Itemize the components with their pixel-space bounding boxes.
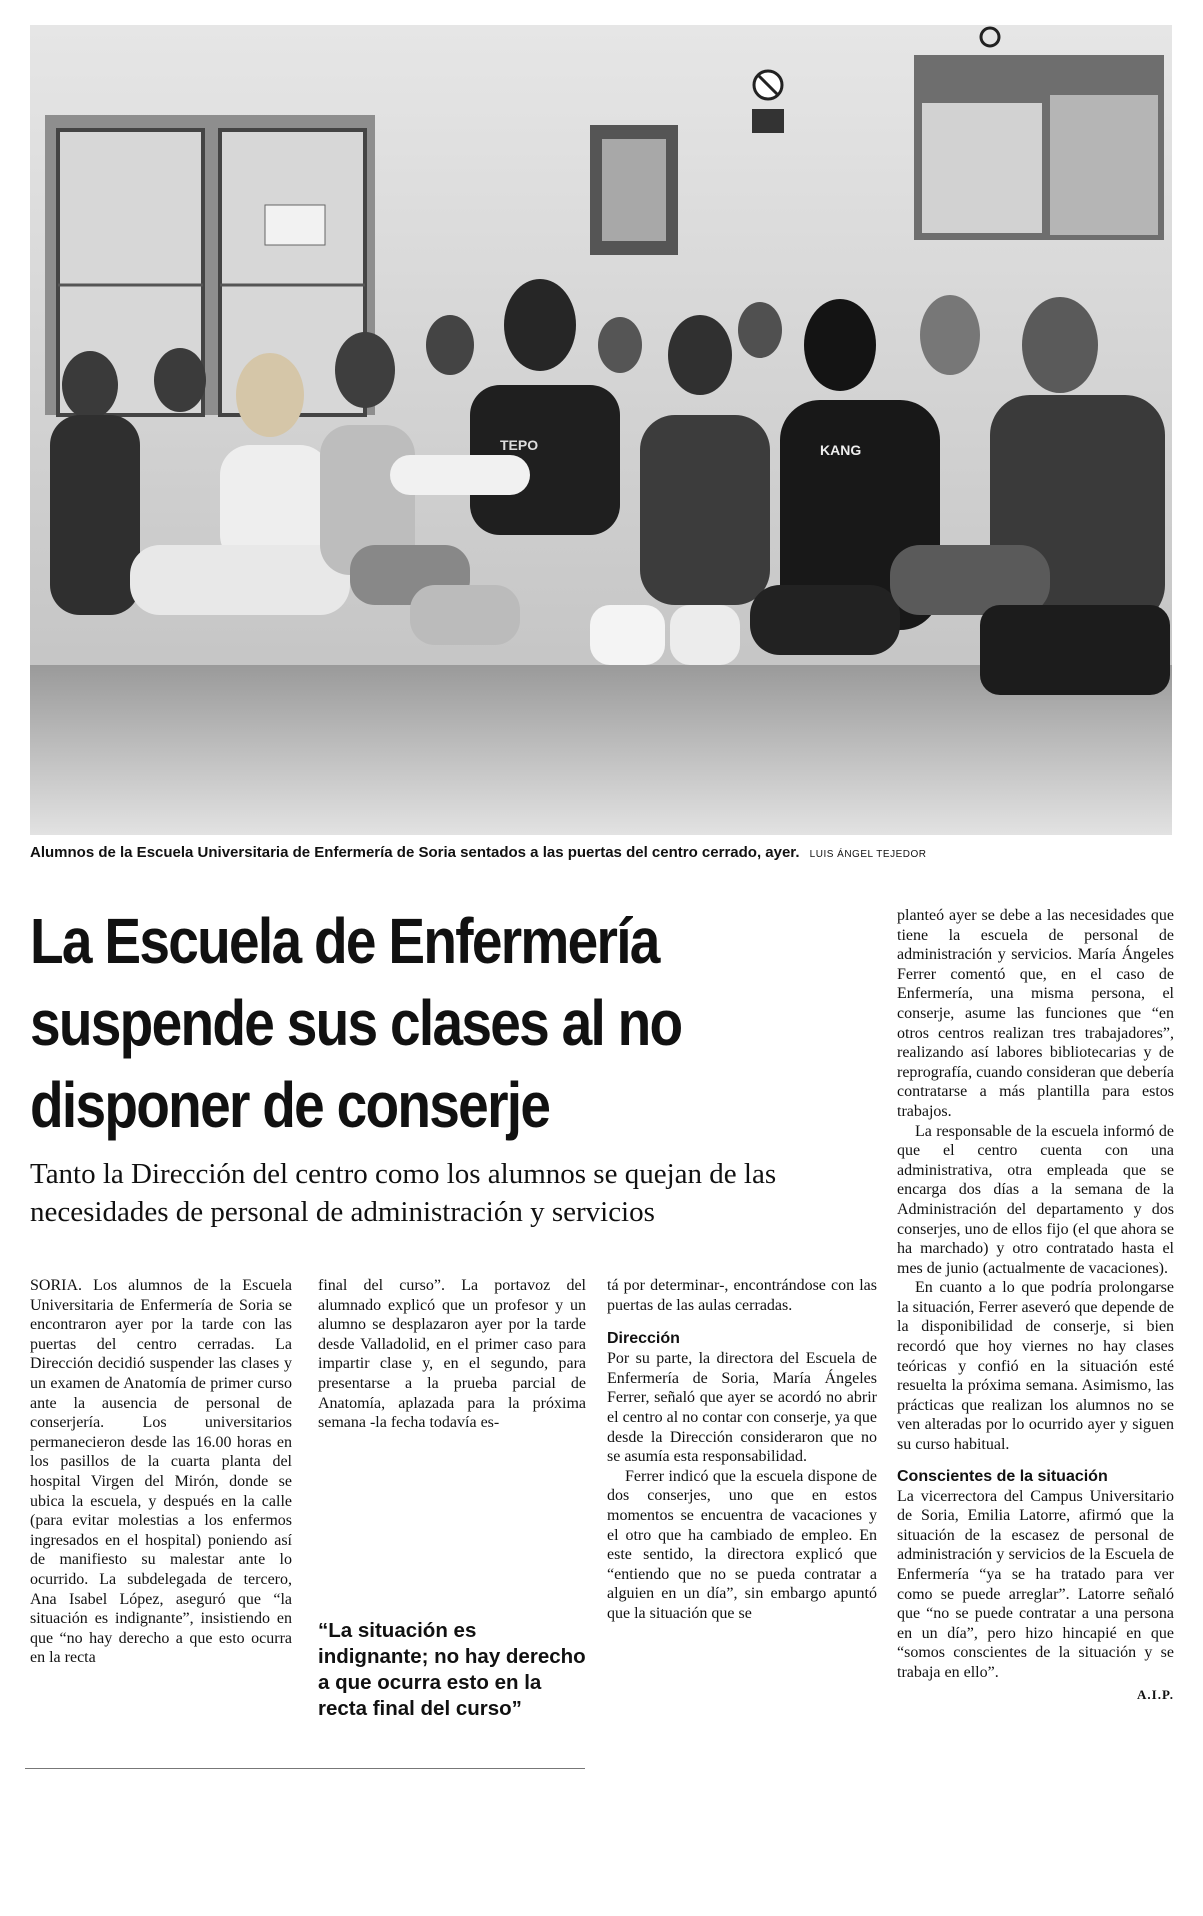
- photo-caption: [30, 844, 1172, 861]
- headline: La Escuela de Enfermería suspende sus clases al no disponer de conserje: [30, 905, 682, 1141]
- news-photo: [30, 25, 1172, 835]
- body-column-2: [318, 1276, 586, 1433]
- body-paragraph: La responsable de la escuela informó de que el centro cuenta con una administrativa, otra empleada que se encarga dos días a la semana de la Administración del departamento y dos conserjes, uno de ellos fijo (el que ahora se ha marchado) y otro contratado hasta el mes de junio (actualmente de vacaciones).: [897, 1122, 1174, 1277]
- photo-credit: LUIS ÁNGEL TEJEDOR: [809, 849, 927, 860]
- body-column-4: [897, 906, 1174, 1704]
- body-paragraph: La vicerrectora del Campus Universitario de Soria, Emilia Latorre, afirmó que la situación de la escasez de personal de administración y servicios de la Escuela de Enfermería “ya se ha tratado para ver como se puede arreglar”. Latorre señaló que “no se puede contratar a una persona en un día”, pero hizo hincapié en que “somos conscientes de la situación y se trabaja en ello”.: [897, 1487, 1174, 1681]
- students-sitting-photo: [30, 25, 1172, 835]
- body-paragraph: tá por determinar-, encontrándose con las puertas de las aulas cerradas.: [607, 1277, 877, 1314]
- body-paragraph: En cuanto a lo que podría prolongarse la situación, Ferrer aseveró que depende de la disponibilidad de conserje, si bien recordó que hoy viernes no hay clases teóricas y confió en la situación esté resuelta la próxima semana. Asimismo, las prácticas que realizan los alumnos no se ven alteradas por lo ocurrido ayer y siguen su curso habitual.: [897, 1279, 1174, 1454]
- body-paragraph: Por su parte, la directora del Escuela de Enfermería de Soria, María Ángeles Ferrer, señaló que ayer se acordó no abrir el centro al no contar con conserje, ya que desde la Dirección consideraron que no se asumía esta responsabilidad.: [607, 1350, 877, 1466]
- shirt-text-1: TEPO: [500, 437, 539, 453]
- divider-rule: [25, 1768, 585, 1769]
- section-heading-direccion: Dirección: [607, 1330, 680, 1348]
- caption-text: Alumnos de la Escuela Universitaria de Enfermería de Soria sentados a las puertas del centro cerrado, ayer.: [30, 844, 800, 861]
- author-signature: A.I.P.: [1137, 1686, 1174, 1702]
- body-column-3: [607, 1276, 877, 1624]
- pull-quote: “La situación es indignante; no hay derecho a que ocurra esto en la recta final del curso”: [318, 1619, 586, 1720]
- subheadline: Tanto la Dirección del centro como los alumnos se quejan de las necesidades de personal de administración y servicios: [30, 1158, 777, 1228]
- shirt-text-2: KANG: [820, 442, 862, 458]
- body-paragraph: planteó ayer se debe a las necesidades que tiene la escuela de personal de administración y servicios. María Ángeles Ferrer comentó que, en el caso de Enfermería, una misma persona, el conserje, asume las funciones que “en otros centros realizan tres trabajadores”, realizando así labores bibliotecarias y de reprografía, cuando consideran que debería contratarse a más plantilla para estos trabajos.: [897, 907, 1174, 1120]
- body-paragraph: final del curso”. La portavoz del alumnado explicó que un profesor y un alumno se desplazaron ayer por la tarde desde Valladolid, en el primer caso para impartir clase y, en el segundo, para presentarse a la prueba parcial de Anatomía, aplazada para la próxima semana -la fecha todavía es-: [318, 1277, 586, 1432]
- body-paragraph: Ferrer indicó que la escuela dispone de dos conserjes, uno que en estos momentos se encuentra de vacaciones y el otro que ha cambiado de empleo. En este sentido, la directora explicó que “entiendo que no se pueda contratar a alguien en un día”, sin embargo apuntó que la situación que se: [607, 1467, 877, 1622]
- section-heading-conscientes: Conscientes de la situación: [897, 1467, 1108, 1485]
- body-paragraph: SORIA. Los alumnos de la Escuela Universitaria de Enfermería de Soria se encontraron ayer por la tarde con las puertas del centro cerradas. La Dirección decidió suspender las clases y un examen de Anatomía de primer curso ante la ausencia de personal de conserjería. Los universitarios permanecieron desde las 16.00 horas en los pasillos de la cuarta planta del hospital Virgen del Mirón, donde se ubica la escuela, y después en la calle (para evitar molestias a los enfermos ingresados en el hospital) poniendo así de manifiesto su malestar ante lo ocurrido. La subdelegada de tercero, Ana Isabel López, aseguró que “la situación es indignante”, insistiendo en que “no hay derecho a que esto ocurra en la recta: [30, 1277, 292, 1667]
- body-column-1: [30, 1276, 292, 1668]
- bulletin-board: [914, 28, 1164, 240]
